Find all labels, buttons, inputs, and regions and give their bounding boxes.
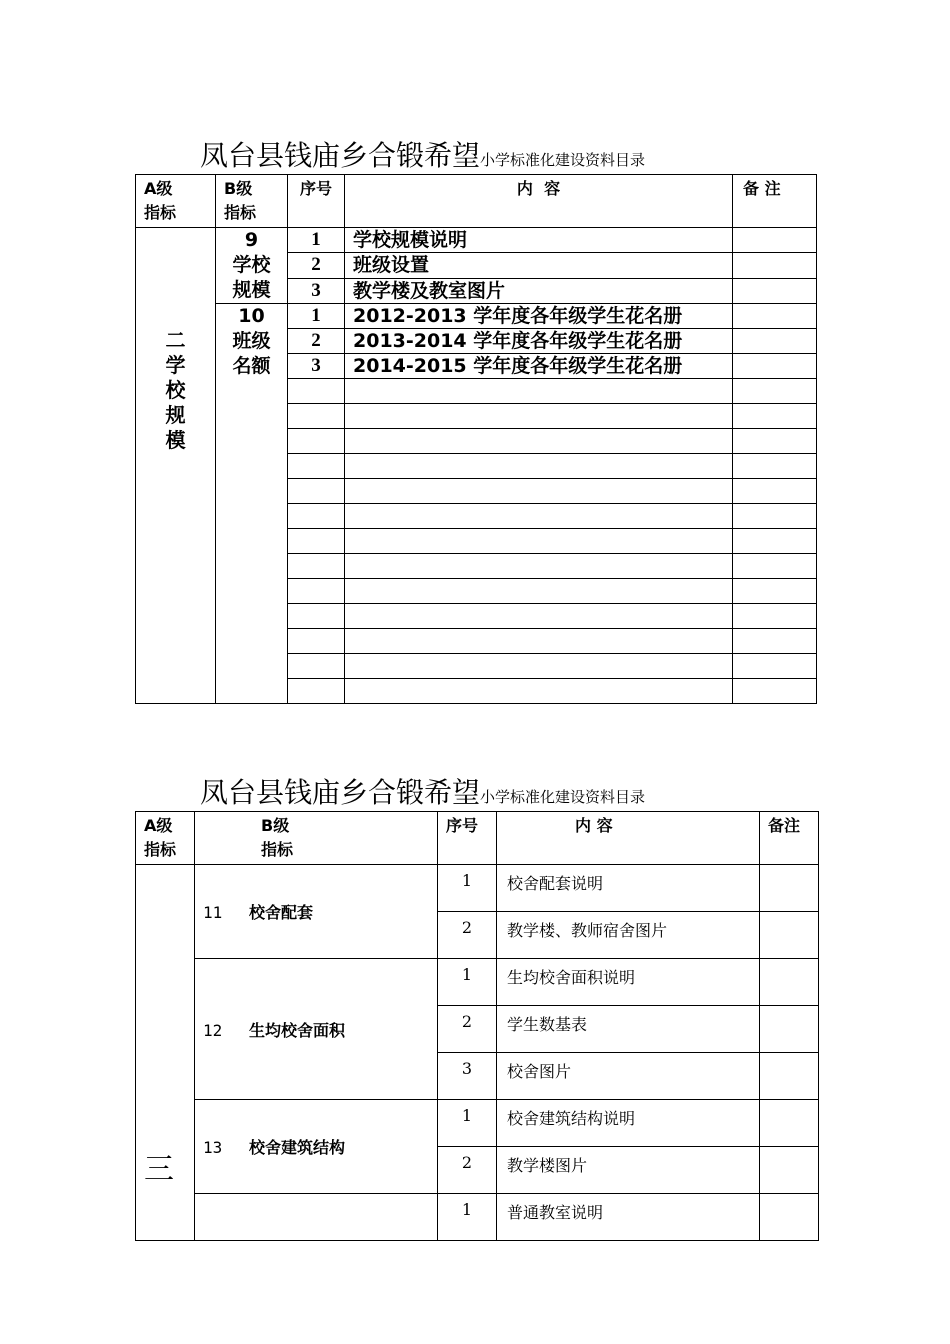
content-cell: 校舍图片 xyxy=(497,1053,760,1100)
seq-cell: 2 xyxy=(438,912,497,959)
header-content: 内 容 xyxy=(497,812,760,865)
remark-cell xyxy=(760,1100,819,1147)
b-level-group-11: 11 校舍配套 xyxy=(195,865,438,959)
header-b-level: B级 指标 xyxy=(216,175,288,228)
remark-cell xyxy=(760,865,819,912)
remark-cell xyxy=(760,1147,819,1194)
section1-title-sub: 小学标准化建设资料目录 xyxy=(480,151,646,169)
content-cell: 班级设置 xyxy=(345,253,733,278)
seq-cell: 1 xyxy=(438,1100,497,1147)
section1-table xyxy=(135,174,817,704)
content-cell: 普通教室说明 xyxy=(497,1194,760,1241)
seq-cell: 1 xyxy=(288,228,345,253)
section1-title-main: 凤台县钱庙乡合锻希望 xyxy=(200,139,481,172)
seq-cell: 1 xyxy=(438,1194,497,1241)
seq-cell: 2 xyxy=(438,1006,497,1053)
seq-cell: 1 xyxy=(288,304,345,329)
remark-cell xyxy=(733,329,817,354)
header-content: 内 容 xyxy=(345,175,733,228)
content-cell: 校舍建筑结构说明 xyxy=(497,1100,760,1147)
table-row xyxy=(136,959,819,1006)
content-cell: 学校规模说明 xyxy=(345,228,733,253)
content-cell: 教学楼及教室图片 xyxy=(345,278,733,303)
table-row xyxy=(136,1194,819,1241)
remark-cell xyxy=(760,912,819,959)
content-cell: 学生数基表 xyxy=(497,1006,760,1053)
section2-header-row xyxy=(136,812,819,865)
content-cell: 2012-2013 学年度各年级学生花名册 xyxy=(345,304,733,329)
section2-table xyxy=(135,811,819,1241)
content-cell: 2013-2014 学年度各年级学生花名册 xyxy=(345,329,733,354)
seq-cell: 1 xyxy=(438,959,497,1006)
section2-title-sub: 小学标准化建设资料目录 xyxy=(480,788,646,806)
b-level-group-10: 10 班级 名额 xyxy=(216,304,288,704)
b-level-group-13: 13 校舍建筑结构 xyxy=(195,1100,438,1194)
seq-cell: 3 xyxy=(288,354,345,379)
table-row xyxy=(136,1100,819,1147)
table-row xyxy=(136,304,817,329)
remark-cell xyxy=(760,1194,819,1241)
content-cell: 2014-2015 学年度各年级学生花名册 xyxy=(345,354,733,379)
section1-title xyxy=(200,134,645,174)
remark-cell xyxy=(760,1053,819,1100)
remark-cell xyxy=(733,253,817,278)
header-seq: 序号 xyxy=(438,812,497,865)
content-cell: 校舍配套说明 xyxy=(497,865,760,912)
header-b-level: B级 指标 xyxy=(195,812,438,865)
remark-cell xyxy=(733,278,817,303)
header-seq: 序号 xyxy=(288,175,345,228)
section2-title-main: 凤台县钱庙乡合锻希望 xyxy=(200,776,481,809)
b-level-group-9: 9 学校 规模 xyxy=(216,228,288,304)
seq-cell: 2 xyxy=(438,1147,497,1194)
content-cell: 教学楼图片 xyxy=(497,1147,760,1194)
content-cell: 生均校舍面积说明 xyxy=(497,959,760,1006)
b-level-group-12: 12 生均校舍面积 xyxy=(195,959,438,1100)
section2-title xyxy=(200,771,645,811)
remark-cell xyxy=(733,228,817,253)
seq-cell: 3 xyxy=(438,1053,497,1100)
content-cell: 教学楼、教师宿舍图片 xyxy=(497,912,760,959)
remark-cell xyxy=(733,354,817,379)
remark-cell xyxy=(760,959,819,1006)
header-remark: 备注 xyxy=(760,812,819,865)
b-level-group-empty xyxy=(195,1194,438,1241)
seq-cell: 1 xyxy=(438,865,497,912)
remark-cell xyxy=(760,1006,819,1053)
section1-header-row xyxy=(136,175,817,228)
table-row xyxy=(136,865,819,912)
table-row xyxy=(136,228,817,253)
header-a-level: A级 指标 xyxy=(136,812,195,865)
header-remark: 备 注 xyxy=(733,175,817,228)
remark-cell xyxy=(733,304,817,329)
seq-cell: 2 xyxy=(288,253,345,278)
a-level-label: 三 xyxy=(136,865,195,1241)
a-level-label: 二 学 校 规 模 xyxy=(136,228,216,704)
seq-cell: 2 xyxy=(288,329,345,354)
header-a-level: A级 指标 xyxy=(136,175,216,228)
seq-cell: 3 xyxy=(288,278,345,303)
